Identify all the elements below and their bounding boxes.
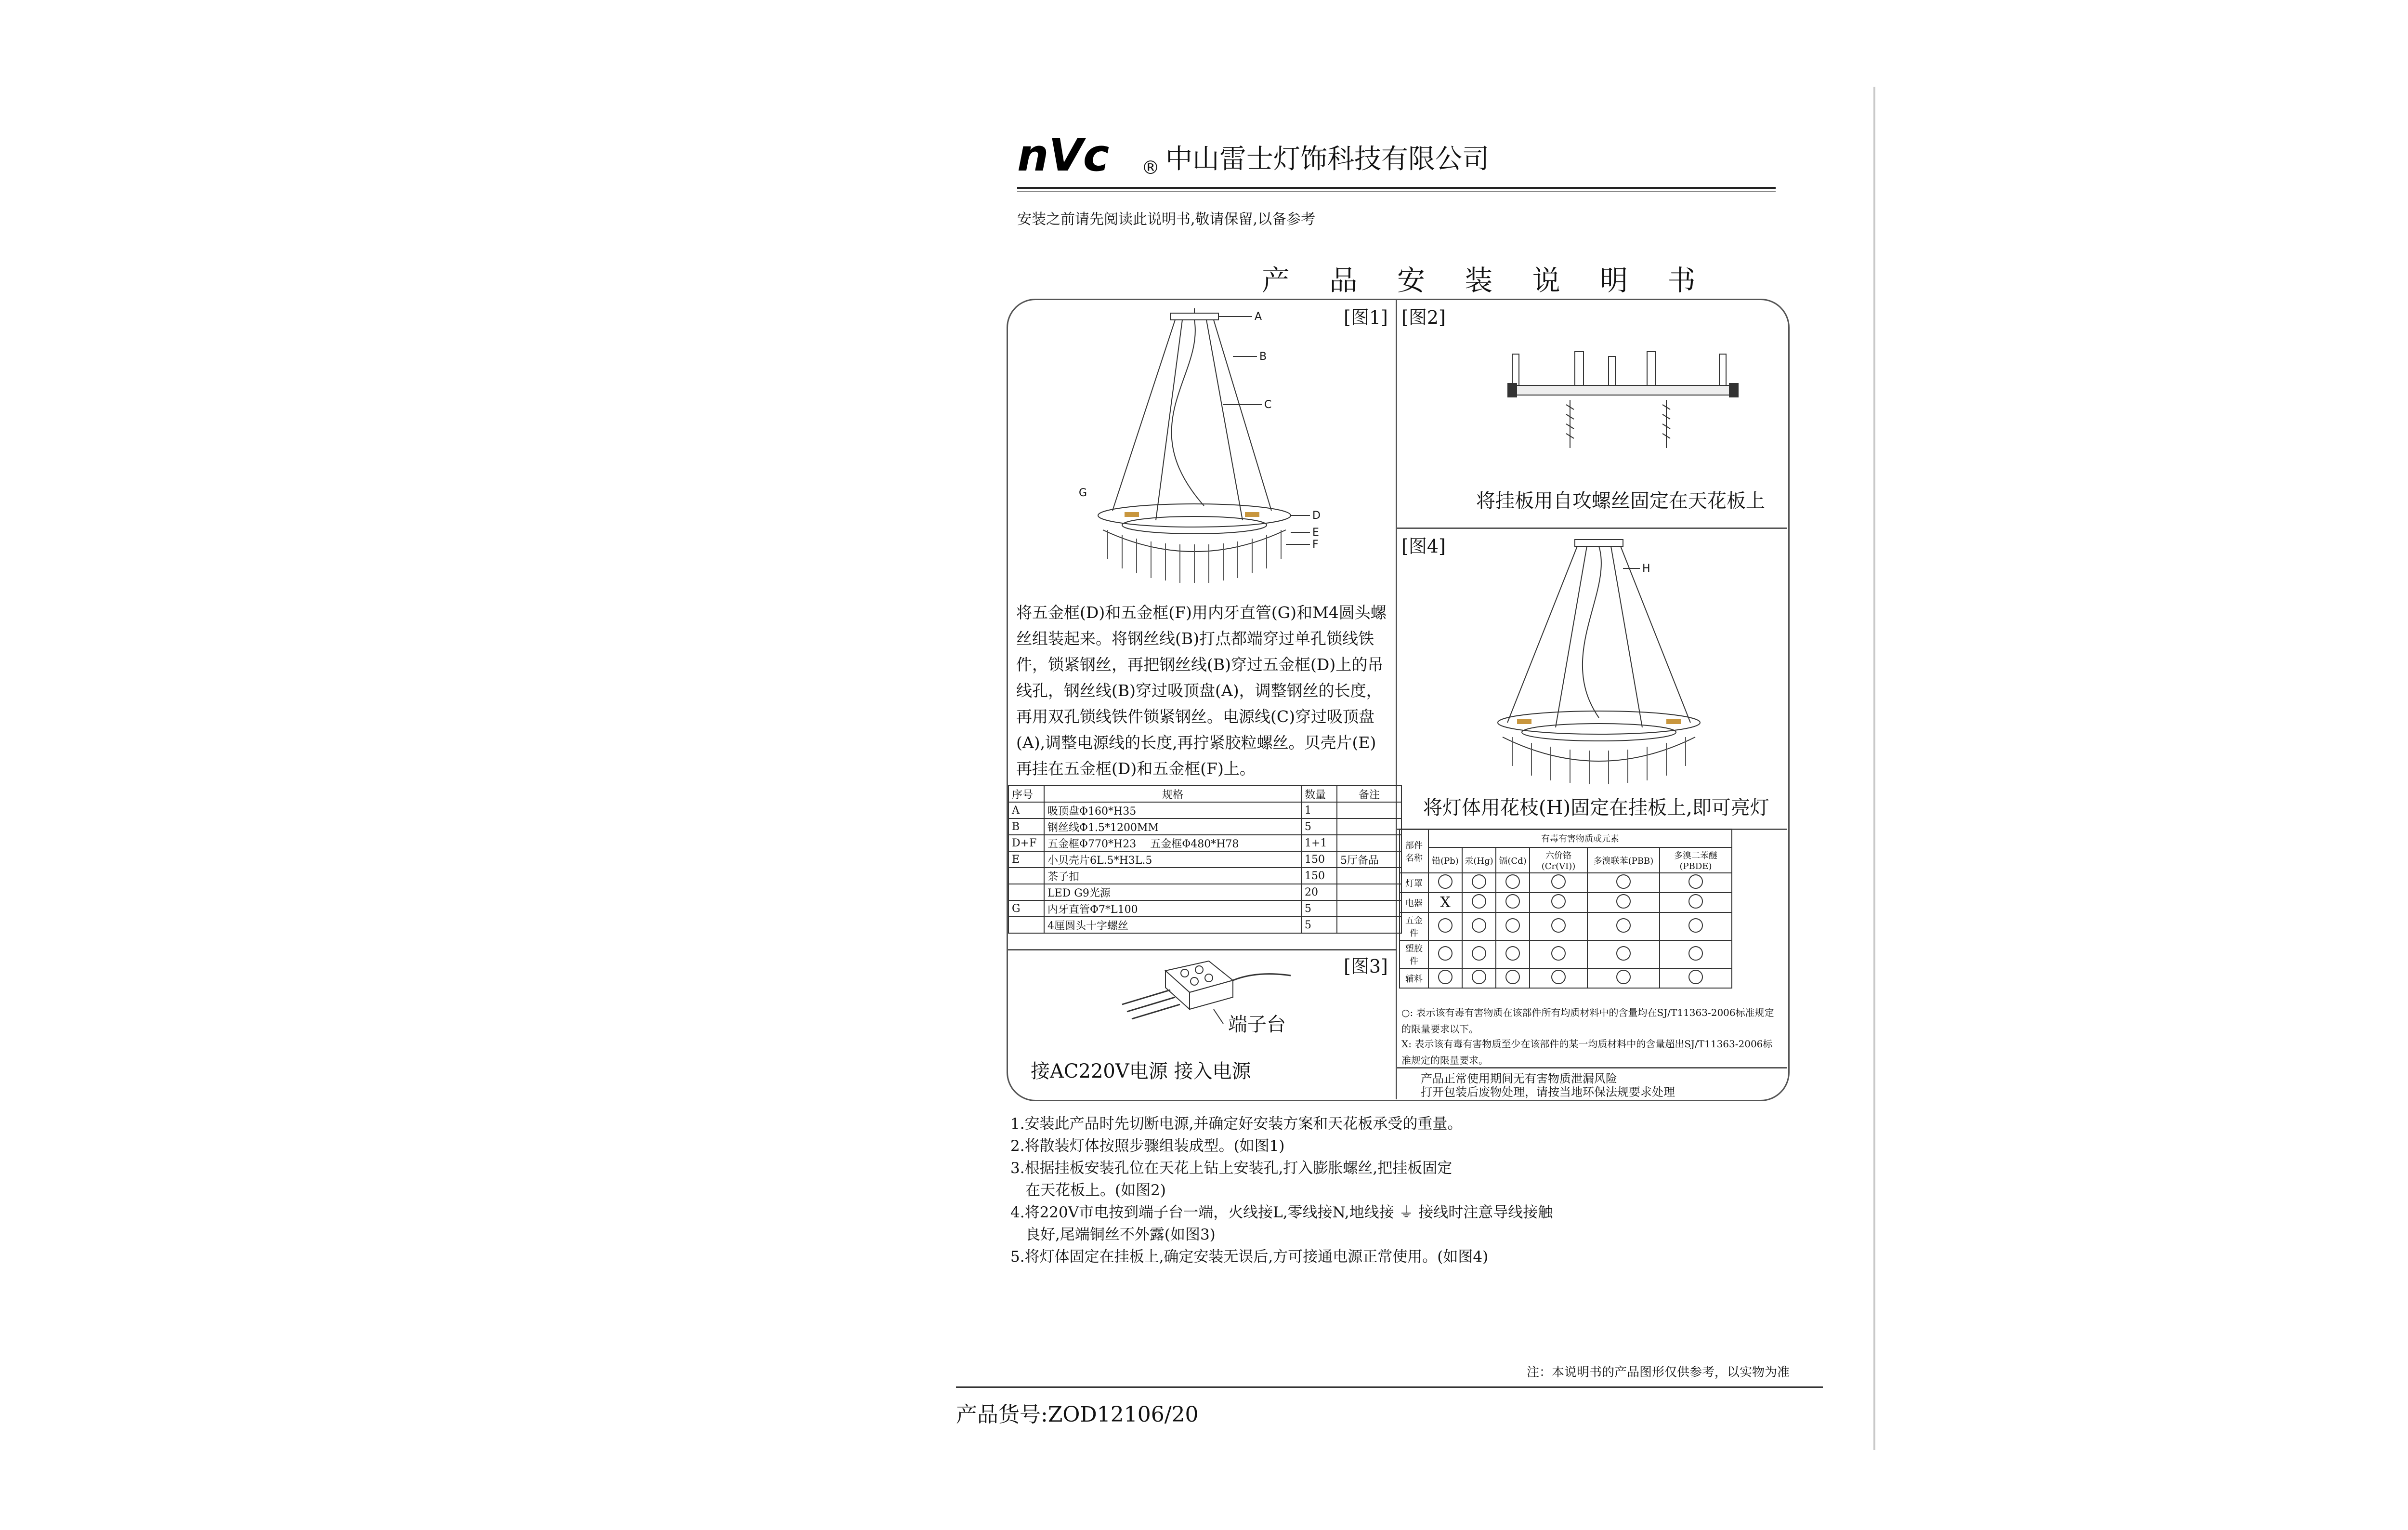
table-row <box>1008 802 1401 818</box>
terminal-block-drawing <box>1050 951 1291 1048</box>
circle-icon <box>1551 874 1566 889</box>
hazard-mark <box>1530 873 1587 893</box>
callout-b: B <box>1259 351 1267 363</box>
circle-icon <box>1616 918 1631 933</box>
hazard-mark <box>1587 893 1660 912</box>
assembly-instructions: 将五金框(D)和五金框(F)用内牙直管(G)和M4圆头螺丝组装起来。将钢丝线(B)打点都端穿过单孔锁线铁件，锁紧钢丝，再把钢丝线(B)穿过五金框(D)上的吊线孔，钢丝线(B)穿过吸顶盘(A)，调整钢丝的长度，再用双孔锁线铁件锁紧钢丝。电源线(C)穿过吸顶盘(A),调整电源线的长度,再拧紧胶粒螺丝。贝壳片(E)再挂在五金框(D)和五金框(F)上。 <box>1016 603 1387 778</box>
substance-header: 镉(Cd) <box>1496 847 1530 873</box>
table-row <box>1008 835 1401 851</box>
table-cell: A <box>1008 802 1044 818</box>
circle-icon <box>1616 970 1631 984</box>
circle-icon <box>1472 894 1486 909</box>
circle-icon <box>1472 918 1486 933</box>
circle-icon <box>1616 894 1631 909</box>
hazard-divider <box>1397 1067 1787 1068</box>
terminal-label: 端子台 <box>1228 1014 1286 1036</box>
circle-icon <box>1688 918 1703 933</box>
hazard-mark <box>1496 912 1530 940</box>
substance-header: 铅(Pb) <box>1428 847 1462 873</box>
fig4-caption: 将灯体用花枝(H)固定在挂板上,即可亮灯 <box>1423 797 1769 819</box>
hazard-footer-1: 产品正常使用期间无有害物质泄漏风险 <box>1421 1072 1617 1085</box>
circle-icon <box>1616 946 1631 961</box>
circle-icon <box>1688 894 1703 909</box>
hazard-mark <box>1530 940 1587 968</box>
circle-icon <box>1438 874 1453 889</box>
table-cell: 5 <box>1301 917 1337 933</box>
table-cell: 5厅备品 <box>1337 851 1401 868</box>
hazard-part-header: 部件名称 <box>1400 829 1428 873</box>
table-row <box>1008 917 1401 933</box>
circle-icon <box>1505 970 1520 984</box>
table-row <box>1008 851 1401 868</box>
company-name: 中山雷士灯饰科技有限公司 <box>1165 144 1489 175</box>
circle-icon <box>1505 894 1520 909</box>
hazard-legend-o: ○: 表示该有毒有害物质在该部件所有均质材料中的含量均在SJ/T11363-2006标准规定的限量要求以下。 <box>1401 1007 1774 1035</box>
table-cell <box>1337 868 1401 884</box>
hazard-mark <box>1428 873 1462 893</box>
table-cell: 150 <box>1301 868 1337 884</box>
table-cell: 茶子扣 <box>1044 868 1301 884</box>
hazard-mark <box>1496 940 1530 968</box>
frame-divider-right-1 <box>1397 528 1787 529</box>
hazard-mark <box>1428 940 1462 968</box>
hazard-part: 辅料 <box>1400 968 1428 988</box>
table-cell: 小贝壳片6L.5*H3L.5 <box>1044 851 1301 868</box>
header-rule-thin <box>1017 191 1776 192</box>
step-item: 在天花板上。(如图2) <box>1010 1182 1166 1199</box>
circle-icon <box>1551 946 1566 961</box>
parts-header: 序号 <box>1008 786 1044 802</box>
table-cell: 内牙直管Φ7*L100 <box>1044 900 1301 917</box>
circle-icon <box>1551 918 1566 933</box>
mounting-plate-drawing <box>1493 328 1772 487</box>
fig2-label: [图2] <box>1401 307 1446 328</box>
table-cell: E <box>1008 851 1044 868</box>
table-cell <box>1337 802 1401 818</box>
substance-header: 六价铬(Cr(VI)) <box>1530 847 1587 873</box>
hazard-mark <box>1462 940 1496 968</box>
circle-icon <box>1551 894 1566 909</box>
fig4-label: [图4] <box>1401 536 1446 557</box>
table-cell: 5 <box>1301 818 1337 835</box>
circle-icon <box>1505 874 1520 889</box>
hazard-mark <box>1587 912 1660 940</box>
table-cell: 1+1 <box>1301 835 1337 851</box>
table-cell <box>1008 868 1044 884</box>
circle-icon <box>1472 946 1486 961</box>
table-cell: 吸顶盘Φ160*H35 <box>1044 802 1301 818</box>
hazard-legend-x: X: 表示该有毒有害物质至少在该部件的某一均质材料中的含量超出SJ/T11363-2006标准规定的限量要求。 <box>1401 1038 1773 1066</box>
table-cell <box>1337 835 1401 851</box>
product-number: 产品货号:ZOD12106/20 <box>956 1402 1199 1427</box>
table-cell: 5 <box>1301 900 1337 917</box>
table-cell: 4厘圆头十字螺丝 <box>1044 917 1301 933</box>
callout-f: F <box>1312 539 1319 551</box>
substance-header: 汞(Hg) <box>1462 847 1496 873</box>
hazard-mark <box>1530 893 1587 912</box>
callout-c: C <box>1264 399 1272 411</box>
hazard-mark <box>1587 968 1660 988</box>
hazard-mark <box>1428 968 1462 988</box>
parts-header: 备注 <box>1337 786 1401 802</box>
header-rule <box>1017 187 1776 189</box>
hazard-row <box>1400 873 1732 893</box>
hazard-title: 有毒有害物质或元素 <box>1428 829 1732 847</box>
circle-icon <box>1438 918 1453 933</box>
table-cell: 钢丝线Φ1.5*1200MM <box>1044 818 1301 835</box>
parts-header: 数量 <box>1301 786 1337 802</box>
hazard-mark <box>1496 893 1530 912</box>
callout-d: D <box>1312 510 1321 522</box>
table-cell: 150 <box>1301 851 1337 868</box>
circle-icon <box>1688 946 1703 961</box>
hazard-part: 电器 <box>1400 893 1428 912</box>
hazard-part: 五金件 <box>1400 912 1428 940</box>
table-cell: D+F <box>1008 835 1044 851</box>
substance-header: 多溴联苯(PBB) <box>1587 847 1660 873</box>
hazard-mark <box>1587 940 1660 968</box>
power-caption: 接AC220V电源 接入电源 <box>1031 1060 1251 1082</box>
step-item: 3.根据挂板安装孔位在天花上钻上安装孔,打入膨胀螺丝,把挂板固定 <box>1010 1160 1453 1177</box>
table-cell <box>1337 900 1401 917</box>
step-item: 1.安装此产品时先切断电源,并确定好安装方案和天花板承受的重量。 <box>1010 1115 1463 1133</box>
circle-icon <box>1551 970 1566 984</box>
hazard-mark <box>1587 873 1660 893</box>
fig1-label: [图1] <box>1344 307 1388 328</box>
hazard-mark <box>1462 912 1496 940</box>
callout-g: G <box>1079 487 1087 499</box>
table-row <box>1008 884 1401 900</box>
circle-icon <box>1505 918 1520 933</box>
hazard-part: 塑胶件 <box>1400 940 1428 968</box>
substance-header: 多溴二苯醚(PBDE) <box>1660 847 1732 873</box>
hazard-mark <box>1530 968 1587 988</box>
table-cell: 五金框Φ770*H23 五金框Φ480*H78 <box>1044 835 1301 851</box>
callout-a: A <box>1255 311 1262 323</box>
callout-h: H <box>1642 563 1650 575</box>
fig2-caption: 将挂板用自攻螺丝固定在天花板上 <box>1476 490 1765 512</box>
hazard-mark <box>1530 912 1587 940</box>
circle-icon <box>1472 874 1486 889</box>
table-row <box>1008 900 1401 917</box>
circle-icon <box>1472 970 1486 984</box>
registered-mark: ® <box>1141 157 1160 178</box>
hazard-mark <box>1660 940 1732 968</box>
hazard-mark <box>1660 912 1732 940</box>
frame-divider-left <box>1008 949 1397 950</box>
circle-icon <box>1505 946 1520 961</box>
step-item: 2.将散装灯体按照步骤组装成型。(如图1) <box>1010 1137 1285 1155</box>
table-cell <box>1008 917 1044 933</box>
read-notice: 安装之前请先阅读此说明书,敬请保留,以备参考 <box>1017 211 1316 228</box>
disclaimer-note: 注：本说明书的产品图形仅供参考，以实物为准 <box>1527 1365 1790 1380</box>
table-cell: G <box>1008 900 1044 917</box>
table-cell <box>1337 884 1401 900</box>
hazard-mark <box>1462 893 1496 912</box>
table-cell <box>1337 917 1401 933</box>
circle-icon <box>1438 946 1453 961</box>
parts-header: 规格 <box>1044 786 1301 802</box>
hazard-mark <box>1496 873 1530 893</box>
hazard-mark <box>1462 873 1496 893</box>
step-item: 良好,尾端铜丝不外露(如图3) <box>1010 1226 1216 1243</box>
hazard-row <box>1400 940 1732 968</box>
step-item: 4.将220V市电按到端子台一端，火线接L,零线接N,地线接 ⏚ 接线时注意导线接触 <box>1010 1204 1553 1221</box>
parts-table <box>1008 785 1402 934</box>
footer-rule <box>956 1386 1823 1388</box>
hazard-mark: X <box>1428 893 1462 912</box>
hazard-row <box>1400 893 1732 912</box>
table-cell: B <box>1008 818 1044 835</box>
chandelier-exploded-drawing <box>1060 303 1397 593</box>
hazard-mark <box>1496 968 1530 988</box>
brand-logo <box>1017 130 1147 181</box>
table-cell <box>1337 818 1401 835</box>
installed-chandelier-drawing <box>1469 535 1739 785</box>
table-cell: LED G9光源 <box>1044 884 1301 900</box>
circle-icon <box>1616 874 1631 889</box>
page-title: 产 品 安 装 说 明 书 <box>1262 264 1711 297</box>
hazard-mark <box>1428 912 1462 940</box>
circle-icon <box>1438 970 1453 984</box>
fig3-label: [图3] <box>1344 956 1388 977</box>
table-row <box>1008 818 1401 835</box>
hazard-footer-2: 打开包装后废物处理，请按当地环保法规要求处理 <box>1421 1085 1675 1099</box>
hazard-mark <box>1660 893 1732 912</box>
hazard-part: 灯罩 <box>1400 873 1428 893</box>
hazard-mark <box>1660 873 1732 893</box>
circle-icon <box>1688 970 1703 984</box>
logo-text: nVc <box>1017 130 1110 181</box>
circle-icon <box>1688 874 1703 889</box>
table-cell: 1 <box>1301 802 1337 818</box>
table-cell: 20 <box>1301 884 1337 900</box>
hazard-row <box>1400 968 1732 988</box>
table-row <box>1008 868 1401 884</box>
step-item: 5.将灯体固定在挂板上,确定安装无误后,方可接通电源正常使用。(如图4) <box>1010 1248 1489 1266</box>
installation-steps <box>1010 1113 1553 1268</box>
page-divider <box>1873 87 1875 1450</box>
hazard-mark <box>1660 968 1732 988</box>
hazard-mark <box>1462 968 1496 988</box>
table-cell <box>1008 884 1044 900</box>
callout-e: E <box>1312 527 1319 539</box>
hazard-table <box>1399 829 1732 989</box>
hazard-row <box>1400 912 1732 940</box>
